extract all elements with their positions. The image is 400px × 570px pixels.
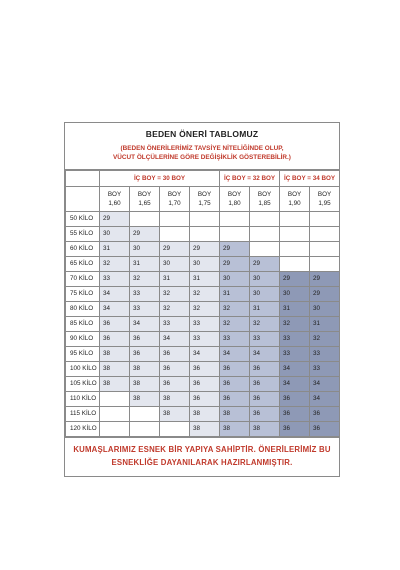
size-cell: 30 [250,272,280,287]
size-cell: 30 [310,302,340,317]
size-cell: 32 [220,317,250,332]
table-row [66,362,340,377]
size-cell [160,422,190,437]
height-value: 1,60 [108,200,121,207]
height-cell [220,187,250,212]
size-cell: 36 [190,362,220,377]
size-cell: 30 [220,272,250,287]
size-rows [66,212,340,437]
size-cell: 29 [220,242,250,257]
height-label: BOY [257,191,272,198]
size-cell: 32 [250,317,280,332]
weight-cell: 110 KİLO [66,392,100,407]
size-cell: 31 [130,257,160,272]
size-cell: 34 [280,377,310,392]
size-cell: 29 [160,242,190,257]
size-cell: 29 [100,212,130,227]
weight-cell: 105 KİLO [66,377,100,392]
size-cell: 38 [160,407,190,422]
size-cell: 36 [160,347,190,362]
height-label: BOY [287,191,302,198]
table-row [66,242,340,257]
size-cell: 31 [310,317,340,332]
size-cell [100,422,130,437]
size-cell: 31 [100,242,130,257]
table-row [66,392,340,407]
size-cell: 36 [190,392,220,407]
size-cell: 34 [130,317,160,332]
size-cell [310,212,340,227]
size-cell: 31 [220,287,250,302]
size-cell: 29 [220,257,250,272]
size-cell: 38 [130,362,160,377]
size-cell [130,407,160,422]
size-cell: 30 [160,257,190,272]
size-cell [250,242,280,257]
weight-cell: 80 KİLO [66,302,100,317]
size-cell [220,212,250,227]
height-label: BOY [227,191,242,198]
band-32: İÇ BOY = 32 BOY [220,171,280,187]
height-header-row [66,187,340,212]
weight-cell: 95 KİLO [66,347,100,362]
size-cell: 38 [190,407,220,422]
height-label: BOY [317,191,332,198]
table-row [66,332,340,347]
size-cell: 29 [190,242,220,257]
size-cell: 32 [190,302,220,317]
height-cell [100,187,130,212]
table-row [66,317,340,332]
size-cell: 34 [280,362,310,377]
size-cell: 33 [250,332,280,347]
chart-title: BEDEN ÖNERİ TABLOMUZ [145,129,259,139]
table-row [66,302,340,317]
size-cell: 36 [220,377,250,392]
size-cell: 29 [250,257,280,272]
size-cell: 36 [250,407,280,422]
size-cell [310,242,340,257]
size-cell: 34 [100,287,130,302]
height-label: BOY [197,191,212,198]
size-cell: 33 [280,332,310,347]
size-cell [280,212,310,227]
size-cell: 33 [130,287,160,302]
size-cell: 36 [100,317,130,332]
size-cell: 38 [100,347,130,362]
size-cell: 30 [280,287,310,302]
footer-line-1: KUMAŞLARIMIZ ESNEK BİR YAPIYA SAHİPTİR. ÖNERİLERİMİZ BU [73,445,331,454]
size-cell: 33 [130,302,160,317]
note-line-2: VÜCUT ÖLÇÜLERİNE GÖRE DEĞİŞİKLİK GÖSTEREBİLİR.) [113,154,291,161]
table-row [66,422,340,437]
size-cell: 31 [190,272,220,287]
size-cell: 29 [310,287,340,302]
size-cell: 36 [310,407,340,422]
size-cell: 36 [130,332,160,347]
size-cell: 33 [190,317,220,332]
chart-header [65,123,339,170]
size-cell [280,257,310,272]
size-cell: 38 [220,422,250,437]
corner-cell [66,187,100,212]
height-value: 1,75 [198,200,211,207]
size-cell: 34 [310,377,340,392]
height-cell [160,187,190,212]
chart-footer [65,437,339,476]
size-cell [160,212,190,227]
size-cell: 32 [100,257,130,272]
size-cell: 36 [250,362,280,377]
size-cell: 34 [250,347,280,362]
size-cell: 38 [190,422,220,437]
height-cell [190,187,220,212]
size-cell: 34 [310,392,340,407]
size-cell [160,227,190,242]
size-cell: 31 [250,302,280,317]
weight-cell: 75 KİLO [66,287,100,302]
size-cell [280,242,310,257]
size-cell: 36 [100,332,130,347]
footer-line-2: ESNEKLİĞE DAYANILARAK HAZIRLANMIŞTIR. [111,458,293,467]
height-value: 1,70 [168,200,181,207]
weight-cell: 100 KİLO [66,362,100,377]
size-cell: 33 [220,332,250,347]
size-cell [100,407,130,422]
table-row [66,287,340,302]
weight-cell: 120 KİLO [66,422,100,437]
size-cell: 38 [130,377,160,392]
size-cell: 34 [160,332,190,347]
size-cell [310,257,340,272]
size-cell: 30 [100,227,130,242]
corner-cell [66,171,100,187]
size-cell: 36 [220,392,250,407]
size-cell [130,212,160,227]
weight-cell: 70 KİLO [66,272,100,287]
table-row [66,227,340,242]
weight-cell: 85 KİLO [66,317,100,332]
chart-note [65,144,339,162]
size-cell [130,422,160,437]
size-cell: 32 [130,272,160,287]
size-cell: 30 [130,242,160,257]
weight-cell: 60 KİLO [66,242,100,257]
size-cell: 29 [130,227,160,242]
note-line-1: (BEDEN ÖNERİLERİMİZ TAVSİYE NİTELİĞİNDE OLUP, [120,145,284,152]
table-row [66,257,340,272]
size-cell: 36 [160,362,190,377]
table-row [66,272,340,287]
size-cell [190,212,220,227]
size-cell: 36 [280,422,310,437]
height-value: 1,90 [288,200,301,207]
height-value: 1,80 [228,200,241,207]
height-cell [310,187,340,212]
size-cell: 38 [160,392,190,407]
size-cell: 33 [310,362,340,377]
height-cell [280,187,310,212]
size-cell: 38 [100,362,130,377]
height-label: BOY [107,191,122,198]
size-cell [310,227,340,242]
height-value: 1,85 [258,200,271,207]
footer-text [65,438,339,469]
size-cell: 36 [280,407,310,422]
size-chart [64,122,340,477]
size-cell: 36 [280,392,310,407]
weight-cell: 65 KİLO [66,257,100,272]
size-cell: 38 [100,377,130,392]
size-cell: 36 [250,392,280,407]
size-cell: 36 [130,347,160,362]
band-34: İÇ BOY = 34 BOY [280,171,340,187]
size-cell: 29 [310,272,340,287]
size-cell: 36 [250,377,280,392]
height-value: 1,65 [138,200,151,207]
height-cell [130,187,160,212]
table-row [66,212,340,227]
size-table [65,170,340,437]
size-cell: 30 [190,257,220,272]
height-label: BOY [167,191,182,198]
size-cell: 34 [100,302,130,317]
size-cell: 29 [280,272,310,287]
table-row [66,347,340,362]
height-value: 1,95 [318,200,331,207]
size-cell: 33 [100,272,130,287]
band-header-row [66,171,340,187]
size-cell [220,227,250,242]
size-cell: 36 [160,377,190,392]
size-cell: 31 [160,272,190,287]
table-row [66,377,340,392]
size-cell: 30 [250,287,280,302]
size-cell: 36 [190,377,220,392]
table-row [66,407,340,422]
size-cell [100,392,130,407]
size-cell: 38 [250,422,280,437]
size-cell: 33 [190,332,220,347]
size-cell [250,212,280,227]
height-label: BOY [137,191,152,198]
size-cell [250,227,280,242]
size-cell: 32 [280,317,310,332]
size-cell: 32 [190,287,220,302]
size-cell: 32 [160,287,190,302]
size-cell: 32 [220,302,250,317]
size-cell: 33 [160,317,190,332]
size-cell: 33 [280,347,310,362]
size-cell [190,227,220,242]
size-cell: 32 [310,332,340,347]
weight-cell: 50 KİLO [66,212,100,227]
size-cell: 36 [310,422,340,437]
size-cell: 34 [190,347,220,362]
size-cell: 33 [310,347,340,362]
size-cell: 31 [280,302,310,317]
size-cell: 38 [220,407,250,422]
size-cell: 34 [220,347,250,362]
weight-cell: 55 KİLO [66,227,100,242]
band-30: İÇ BOY = 30 BOY [100,171,220,187]
size-cell: 36 [220,362,250,377]
height-cell [250,187,280,212]
weight-cell: 90 KİLO [66,332,100,347]
size-cell: 32 [160,302,190,317]
size-cell: 38 [130,392,160,407]
weight-cell: 115 KİLO [66,407,100,422]
size-cell [280,227,310,242]
